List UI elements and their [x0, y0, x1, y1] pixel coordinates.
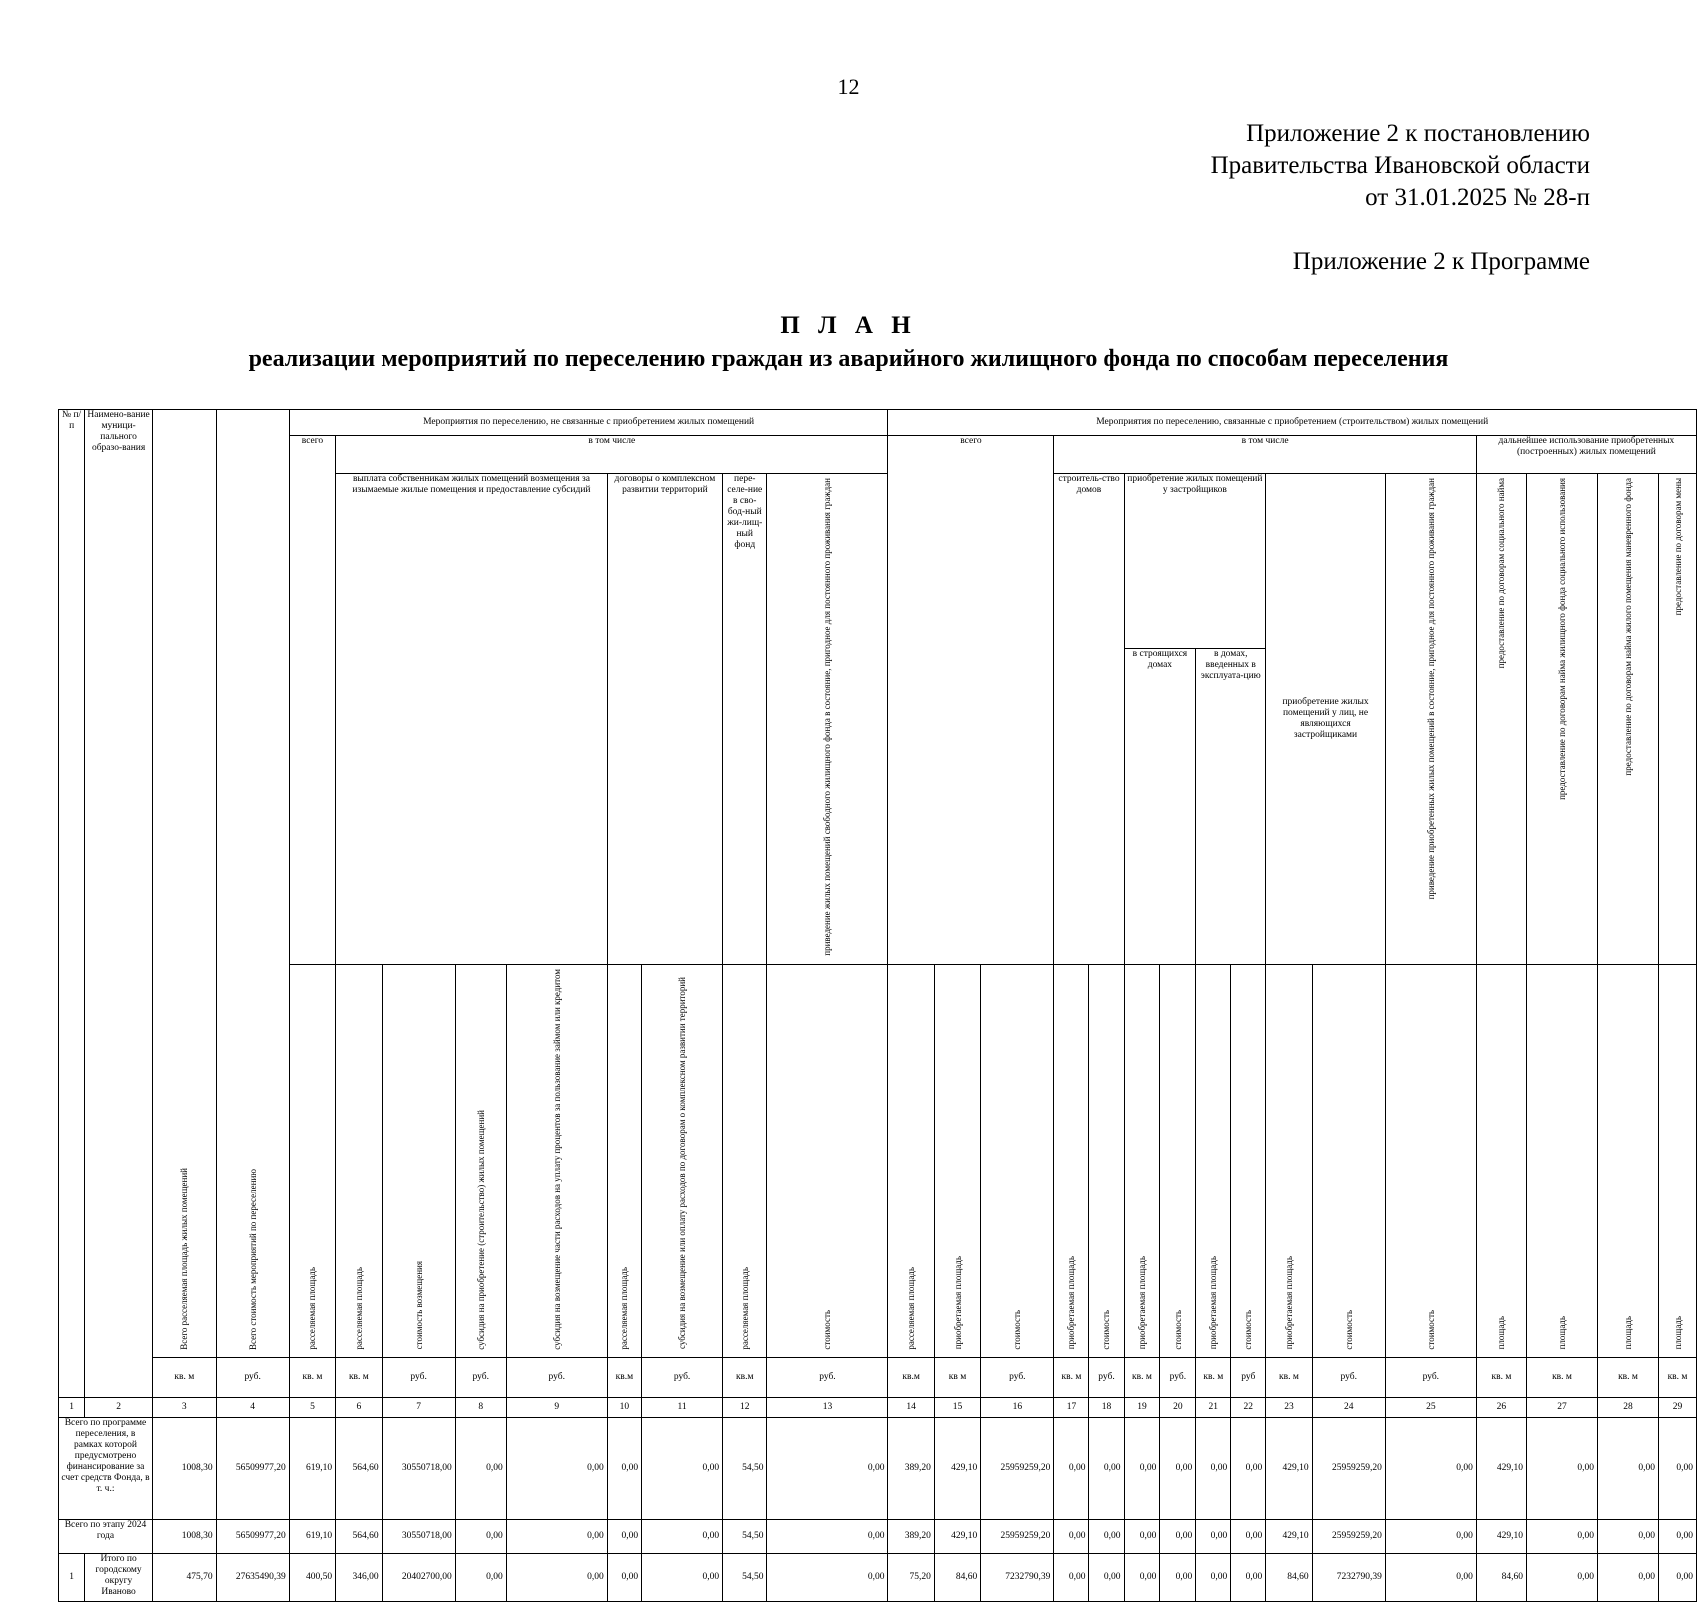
unit-cell: кв. м: [1266, 1358, 1312, 1398]
header-c22: стоимость: [1231, 964, 1266, 1358]
table-cell: 0,00: [1598, 1554, 1659, 1602]
table-cell: 0,00: [1385, 1520, 1476, 1554]
table-cell: 0,00: [1054, 1418, 1089, 1520]
header-c29: площадь: [1659, 964, 1697, 1358]
unit-cell: руб.: [642, 1358, 723, 1398]
table-cell: 0,00: [1054, 1554, 1089, 1602]
unit-cell: кв. м: [1476, 1358, 1526, 1398]
column-number: 15: [934, 1398, 980, 1418]
unit-cell: руб.: [767, 1358, 888, 1398]
table-cell: 0,00: [455, 1554, 506, 1602]
table-cell: 84,60: [1476, 1554, 1526, 1602]
header-commercial: предоставление по договорам найма жилого помещения маневренного фонда: [1598, 474, 1659, 965]
units-row: [59, 1358, 1697, 1398]
table-cell: 0,00: [1659, 1418, 1697, 1520]
header-total-cost: Всего стоимость мероприятий по переселению: [216, 410, 289, 1358]
table-cell: 0,00: [1089, 1520, 1124, 1554]
table-cell: 429,10: [1266, 1418, 1312, 1520]
table-cell: 0,00: [1527, 1520, 1598, 1554]
table-row: [59, 1418, 1697, 1520]
table-cell: 0,00: [607, 1418, 641, 1520]
column-number: 29: [1659, 1398, 1697, 1418]
table-cell: 429,10: [1266, 1520, 1312, 1554]
header-c21: приобретаемая площадь: [1196, 964, 1231, 1358]
table-cell: 0,00: [506, 1554, 607, 1602]
header-c6: расселяемая площадь: [336, 964, 382, 1358]
table-cell: 389,20: [888, 1520, 934, 1554]
table-cell: 0,00: [1124, 1554, 1160, 1602]
row-number: 1: [59, 1554, 85, 1602]
column-number: 5: [289, 1398, 335, 1418]
table-cell: 0,00: [642, 1554, 723, 1602]
column-number: 13: [767, 1398, 888, 1418]
header-c5: расселяемая площадь: [289, 964, 335, 1358]
table-cell: 389,20: [888, 1418, 934, 1520]
table-row: [59, 1520, 1697, 1554]
table-cell: 0,00: [1124, 1418, 1160, 1520]
unit-cell: кв м: [934, 1358, 980, 1398]
column-number: 6: [336, 1398, 382, 1418]
unit-cell: кв.м: [607, 1358, 641, 1398]
unit-cell: руб.: [981, 1358, 1054, 1398]
table-cell: 54,50: [723, 1520, 767, 1554]
header-c23: приобретаемая площадь: [1266, 964, 1312, 1358]
header-social-use: предоставление по договорам найма жилищного фонда социального использования: [1527, 474, 1598, 965]
row-label: Итого по городскому округу Иваново: [85, 1554, 153, 1602]
table-cell: 0,00: [1160, 1520, 1196, 1554]
header-c15: приобретаемая площадь: [934, 964, 980, 1358]
unit-cell: руб.: [1385, 1358, 1476, 1398]
table-cell: 0,00: [767, 1418, 888, 1520]
table-cell: 0,00: [1196, 1418, 1231, 1520]
table-cell: 0,00: [1160, 1554, 1196, 1602]
page-number: 12: [837, 74, 860, 99]
header-bringing-free: приведение жилых помещений свободного жилищного фонда в состояние, пригодное для постоянного проживания граждан: [767, 474, 888, 965]
table-cell: 7232790,39: [1312, 1554, 1385, 1602]
table-cell: 429,10: [934, 1418, 980, 1520]
table-cell: 0,00: [607, 1554, 641, 1602]
header-total-area: Всего расселяемая площадь жилых помещений: [152, 410, 216, 1358]
plan-table: [58, 409, 1697, 1602]
table-cell: 564,60: [336, 1418, 382, 1520]
column-number: 19: [1124, 1398, 1160, 1418]
table-cell: 54,50: [723, 1418, 767, 1520]
header-c18: стоимость: [1089, 964, 1124, 1358]
table-cell: 0,00: [607, 1520, 641, 1554]
column-number: 21: [1196, 1398, 1231, 1418]
table-cell: 0,00: [1598, 1418, 1659, 1520]
table-cell: 0,00: [1231, 1418, 1266, 1520]
table-cell: 0,00: [1160, 1418, 1196, 1520]
unit-cell: руб: [1231, 1358, 1266, 1398]
header-c10: расселяемая площадь: [607, 964, 641, 1358]
header-name: Наимено-вание муници-пального образо-вания: [85, 410, 153, 1398]
unit-cell: руб.: [506, 1358, 607, 1398]
column-number: 22: [1231, 1398, 1266, 1418]
header-c27: площадь: [1527, 964, 1598, 1358]
header-c26: площадь: [1476, 964, 1526, 1358]
table-cell: 25959259,20: [1312, 1418, 1385, 1520]
header-in-commissioned: в домах, введенных в эксплуата-цию: [1196, 649, 1266, 964]
header-social: предоставление по договорам социального найма: [1476, 474, 1526, 965]
header-c20: стоимость: [1160, 964, 1196, 1358]
table-cell: 0,00: [1196, 1554, 1231, 1602]
table-cell: 0,00: [1231, 1554, 1266, 1602]
table-cell: 0,00: [767, 1520, 888, 1554]
column-number: 4: [216, 1398, 289, 1418]
unit-cell: кв. м: [1054, 1358, 1089, 1398]
header-c19: приобретаемая площадь: [1124, 964, 1160, 1358]
table-cell: 619,10: [289, 1418, 335, 1520]
unit-cell: кв. м: [1527, 1358, 1598, 1398]
table-cell: 475,70: [152, 1554, 216, 1602]
unit-cell: кв. м: [152, 1358, 216, 1398]
approval-block: [1211, 118, 1590, 214]
header-further-use: дальнейшее использование приобретенных (построенных) жилых помещений: [1476, 436, 1696, 474]
appendix-label: Приложение 2 к Программе: [1292, 248, 1590, 275]
row-label: Всего по программе переселения, в рамках которой предусмотрено финансирование за счет средств Фонда, в т. ч.:: [59, 1418, 153, 1520]
header-c7: стоимость возмещения: [382, 964, 455, 1358]
table-cell: 30550718,00: [382, 1520, 455, 1554]
unit-cell: руб.: [1312, 1358, 1385, 1398]
table-cell: 0,00: [1527, 1418, 1598, 1520]
table-cell: 84,60: [1266, 1554, 1312, 1602]
table-cell: 0,00: [1089, 1418, 1124, 1520]
unit-cell: кв. м: [1598, 1358, 1659, 1398]
table-cell: 27635490,39: [216, 1554, 289, 1602]
column-number: 23: [1266, 1398, 1312, 1418]
unit-cell: руб.: [1160, 1358, 1196, 1398]
table-cell: 0,00: [642, 1418, 723, 1520]
unit-cell: кв. м: [1659, 1358, 1697, 1398]
table-cell: 619,10: [289, 1520, 335, 1554]
header-payout: выплата собственникам жилых помещений возмещения за изымаемые жилые помещения и предоставление субсидий: [336, 474, 608, 965]
unit-cell: кв.м: [723, 1358, 767, 1398]
column-number: 10: [607, 1398, 641, 1418]
column-number: 17: [1054, 1398, 1089, 1418]
table-cell: 0,00: [1089, 1554, 1124, 1602]
table-cell: 54,50: [723, 1554, 767, 1602]
row-label: Всего по этапу 2024 года: [59, 1520, 153, 1554]
table-cell: 84,60: [934, 1554, 980, 1602]
header-c14: расселяемая площадь: [888, 964, 934, 1358]
column-number: 9: [506, 1398, 607, 1418]
table-cell: 564,60: [336, 1520, 382, 1554]
header-buy-developers: приобретение жилых помещений у застройщиков: [1124, 474, 1266, 649]
header-exchange: предоставление по договорам мены: [1659, 474, 1697, 965]
approval-line-2: Правительства Ивановской области: [1210, 152, 1590, 179]
table-cell: 0,00: [455, 1520, 506, 1554]
table-cell: 25959259,20: [981, 1520, 1054, 1554]
header-c12: расселяемая площадь: [723, 964, 767, 1358]
table-cell: 20402700,00: [382, 1554, 455, 1602]
header-c16: стоимость: [981, 964, 1054, 1358]
table-cell: 0,00: [767, 1554, 888, 1602]
unit-cell: кв. м: [336, 1358, 382, 1398]
header-b-including: в том числе: [1054, 436, 1476, 474]
table-cell: 400,50: [289, 1554, 335, 1602]
column-number: 14: [888, 1398, 934, 1418]
table-cell: 0,00: [1527, 1554, 1598, 1602]
header-group-a: Мероприятия по переселению, не связанные с приобретением жилых помещений: [289, 410, 888, 436]
plan-title: П Л А Н: [780, 312, 917, 339]
header-contracts: договоры о комплексном развитии территорий: [607, 474, 722, 965]
header-c17: приобретаемая площадь: [1054, 964, 1089, 1358]
table-cell: 429,10: [934, 1520, 980, 1554]
header-c11: субсидия на возмещение или оплату расходов по договорам о комплексном развитии территорий: [642, 964, 723, 1358]
header-buy-nondevelopers: приобретение жилых помещений у лиц, не являющихся застройщиками: [1266, 474, 1386, 965]
table-cell: 75,20: [888, 1554, 934, 1602]
header-c24: стоимость: [1312, 964, 1385, 1358]
header-group-b: Мероприятия по переселению, связанные с приобретением (строительством) жилых помещений: [888, 410, 1697, 436]
header-construction: строитель-ство домов: [1054, 474, 1124, 965]
table-cell: 0,00: [1659, 1554, 1697, 1602]
table-cell: 0,00: [1231, 1520, 1266, 1554]
header-a-total: всего: [289, 436, 335, 965]
table-cell: 0,00: [1659, 1520, 1697, 1554]
header-c28: площадь: [1598, 964, 1659, 1358]
column-number: 8: [455, 1398, 506, 1418]
unit-cell: кв.м: [888, 1358, 934, 1398]
header-a-including: в том числе: [336, 436, 888, 474]
column-number: 1: [59, 1398, 85, 1418]
table-row: [59, 1554, 1697, 1602]
table-cell: 0,00: [1054, 1520, 1089, 1554]
column-number: 26: [1476, 1398, 1526, 1418]
header-free-fund: пере-селе-ние в сво-бод-ный жи-лищ-ный фонд: [723, 474, 767, 965]
column-number: 11: [642, 1398, 723, 1418]
table-cell: 7232790,39: [981, 1554, 1054, 1602]
column-number: 20: [1160, 1398, 1196, 1418]
header-bringing-acquired: приведение приобретенных жилых помещений в состояние, пригодное для постоянного проживания граждан: [1385, 474, 1476, 965]
unit-cell: кв. м: [1196, 1358, 1231, 1398]
column-number-row: [59, 1398, 1697, 1418]
column-number: 24: [1312, 1398, 1385, 1418]
unit-cell: кв. м: [1124, 1358, 1160, 1398]
column-number: 27: [1527, 1398, 1598, 1418]
table-cell: 1008,30: [152, 1418, 216, 1520]
unit-cell: руб.: [455, 1358, 506, 1398]
table-cell: 0,00: [455, 1418, 506, 1520]
header-c9: субсидия на возмещение части расходов на уплату процентов за пользование займом или кредитом: [506, 964, 607, 1358]
header-num: № п/п: [59, 410, 85, 1398]
table-cell: 0,00: [1385, 1554, 1476, 1602]
header-c25: стоимость: [1385, 964, 1476, 1358]
header-b-total: всего: [888, 436, 1054, 965]
column-number: 7: [382, 1398, 455, 1418]
table-cell: 0,00: [1385, 1418, 1476, 1520]
table-cell: 429,10: [1476, 1418, 1526, 1520]
approval-line-1: Приложение 2 к постановлению: [1246, 120, 1590, 147]
column-number: 18: [1089, 1398, 1124, 1418]
table-cell: 56509977,20: [216, 1418, 289, 1520]
unit-cell: руб.: [216, 1358, 289, 1398]
column-number: 28: [1598, 1398, 1659, 1418]
approval-line-3: от 31.01.2025 № 28-п: [1365, 184, 1590, 211]
column-number: 2: [85, 1398, 153, 1418]
table-cell: 0,00: [506, 1418, 607, 1520]
column-number: 12: [723, 1398, 767, 1418]
table-cell: 0,00: [506, 1520, 607, 1554]
table-cell: 0,00: [1196, 1520, 1231, 1554]
table-cell: 0,00: [1124, 1520, 1160, 1554]
table-cell: 346,00: [336, 1554, 382, 1602]
table-cell: 25959259,20: [1312, 1520, 1385, 1554]
table-cell: 56509977,20: [216, 1520, 289, 1554]
unit-cell: руб.: [382, 1358, 455, 1398]
table-cell: 0,00: [642, 1520, 723, 1554]
unit-cell: кв. м: [289, 1358, 335, 1398]
table-cell: 25959259,20: [981, 1418, 1054, 1520]
column-number: 3: [152, 1398, 216, 1418]
header-c8: субсидия на приобретение (строительство) жилых помещений: [455, 964, 506, 1358]
column-number: 25: [1385, 1398, 1476, 1418]
column-number: 16: [981, 1398, 1054, 1418]
unit-cell: руб.: [1089, 1358, 1124, 1398]
table-cell: 1008,30: [152, 1520, 216, 1554]
table-cell: 429,10: [1476, 1520, 1526, 1554]
table-cell: 30550718,00: [382, 1418, 455, 1520]
table-cell: 0,00: [1598, 1520, 1659, 1554]
plan-subtitle: реализации мероприятий по переселению граждан из аварийного жилищного фонда по способам переселения: [248, 346, 1449, 372]
header-in-building: в строящихся домах: [1124, 649, 1196, 964]
header-c13: стоимость: [767, 964, 888, 1358]
